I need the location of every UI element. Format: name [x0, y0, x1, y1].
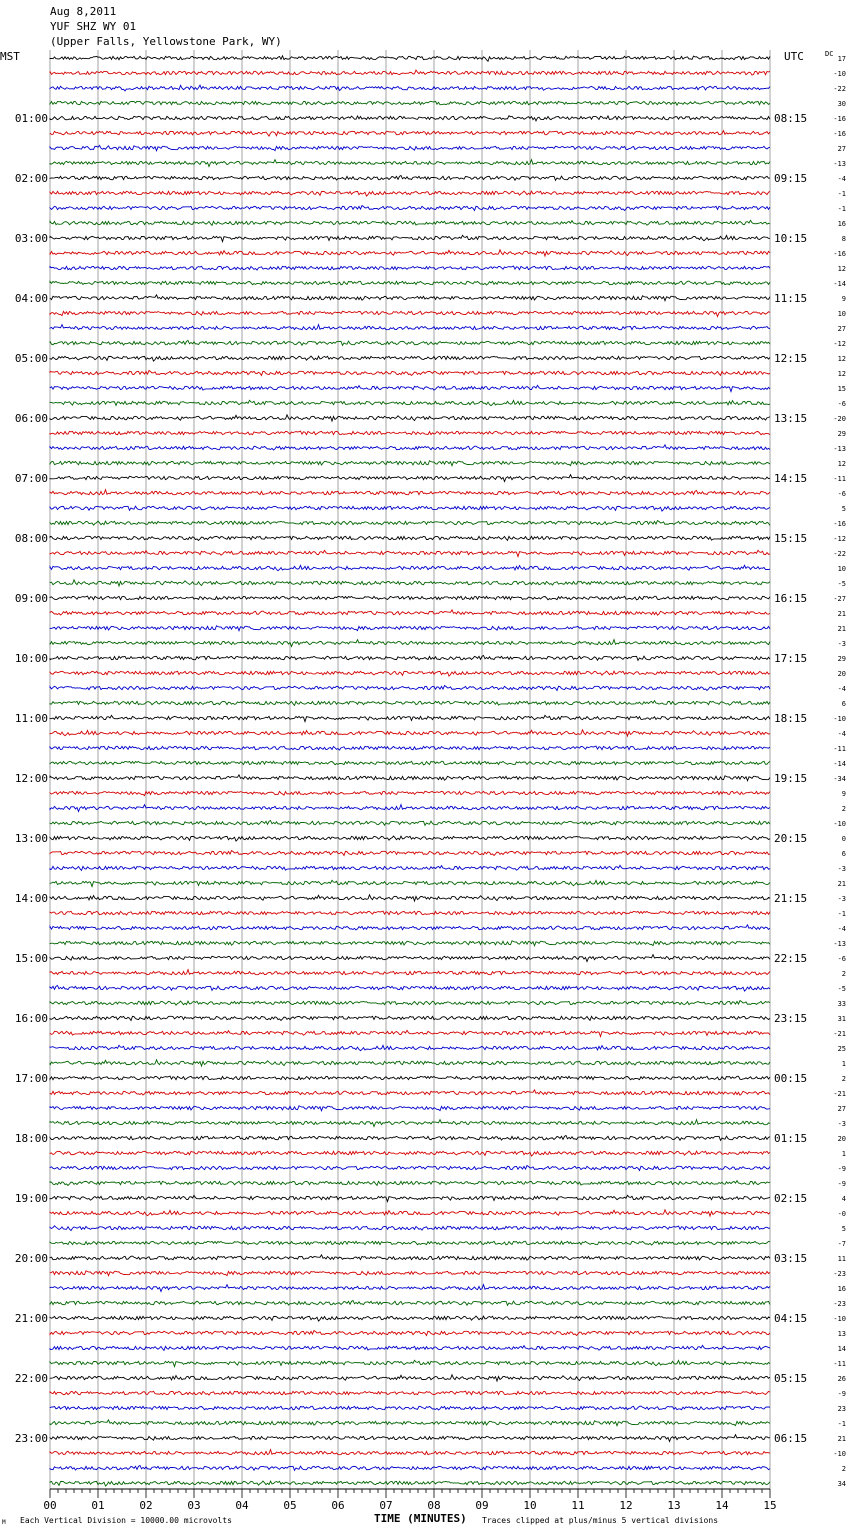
dc-offset-label: -14: [833, 760, 846, 768]
mst-hour-label: 11:00: [14, 712, 48, 725]
trace-row: [50, 610, 770, 615]
trace-row: [50, 985, 770, 991]
dc-offset-label: 21: [837, 610, 846, 618]
dc-offset-label: -16: [833, 520, 846, 528]
trace-row: [50, 415, 770, 421]
trace-row: [50, 371, 770, 376]
utc-hour-label: 10:15: [774, 232, 808, 245]
dc-offset-label: 27: [837, 1105, 846, 1113]
mst-hour-label: 22:00: [14, 1372, 48, 1385]
trace-row: [50, 1435, 770, 1442]
trace-row: [50, 1045, 770, 1050]
trace-row: [50, 116, 770, 121]
dc-offset-label: -10: [833, 1315, 846, 1323]
trace-row: [50, 1420, 770, 1426]
trace-row: [50, 266, 770, 270]
dc-offset-label: 14: [837, 1345, 846, 1353]
dc-offset-label: -22: [833, 550, 846, 558]
trace-row: [50, 1135, 770, 1140]
trace-row: [50, 925, 770, 930]
dc-offset-label: -23: [833, 1270, 846, 1278]
trace-row: [50, 836, 770, 841]
x-tick-label: 13: [667, 1499, 681, 1512]
utc-hour-label: 19:15: [774, 772, 808, 785]
trace-row: [50, 1481, 770, 1486]
x-tick-label: 04: [235, 1499, 249, 1512]
dc-offset-label: 34: [837, 1480, 846, 1488]
dc-offset-label: 6: [841, 850, 846, 858]
footer-mark: M: [2, 1519, 6, 1526]
trace-row: [50, 1241, 770, 1245]
station-location: (Upper Falls, Yellowstone Park, WY): [50, 35, 282, 48]
dc-offset-label: -21: [833, 1090, 846, 1098]
dc-offset-label: 5: [841, 505, 846, 513]
trace-row: [50, 1255, 770, 1260]
trace-row: [50, 851, 770, 856]
dc-offset-label: 11: [837, 1255, 846, 1263]
dc-offset-label: -4: [837, 925, 846, 933]
trace-row: [50, 250, 770, 256]
trace-row: [50, 131, 770, 136]
x-tick-label: 05: [283, 1499, 297, 1512]
mst-hour-label: 03:00: [14, 232, 48, 245]
utc-hour-label: 06:15: [774, 1432, 808, 1445]
dc-offset-label: -1: [837, 910, 846, 918]
utc-hour-label: 17:15: [774, 652, 808, 665]
dc-offset-label: -3: [837, 865, 846, 873]
trace-row: [50, 1450, 770, 1455]
utc-hour-label: 11:15: [774, 292, 808, 305]
dc-offset-label: -0: [837, 1210, 846, 1218]
x-tick-label: 01: [91, 1499, 105, 1512]
dc-offset-label: 4: [841, 1195, 846, 1203]
x-axis-title: TIME (MINUTES): [374, 1512, 467, 1525]
trace-row: [50, 761, 770, 765]
utc-hour-label: 18:15: [774, 712, 808, 725]
dc-offset-label: 1: [841, 1060, 846, 1068]
trace-row: [50, 1406, 770, 1410]
trace-row: [50, 1106, 770, 1111]
dc-offset-label: 9: [841, 790, 846, 798]
trace-row: [50, 941, 770, 946]
trace-row: [50, 311, 770, 316]
time-axis: [43, 1489, 776, 1512]
trace-row: [50, 970, 770, 975]
trace-row: [50, 191, 770, 196]
dc-offset-label: 10: [837, 310, 846, 318]
dc-offset-label: 25: [837, 1045, 846, 1053]
trace-row: [50, 746, 770, 750]
utc-hour-label: 01:15: [774, 1132, 808, 1145]
left-axis-title: MST: [0, 50, 20, 63]
trace-row: [50, 775, 770, 781]
trace-row: [50, 506, 770, 511]
x-tick-label: 14: [715, 1499, 729, 1512]
mst-hour-label: 09:00: [14, 592, 48, 605]
mst-hour-label: 02:00: [14, 172, 48, 185]
dc-offset-label: 20: [837, 670, 846, 678]
mst-hour-label: 08:00: [14, 532, 48, 545]
utc-hour-label: 13:15: [774, 412, 808, 425]
x-tick-label: 07: [379, 1499, 393, 1512]
trace-row: [50, 1001, 770, 1006]
x-tick-label: 06: [331, 1499, 345, 1512]
trace-row: [50, 805, 770, 812]
x-tick-label: 02: [139, 1499, 153, 1512]
dc-offset-label: -6: [837, 490, 846, 498]
dc-offset-label: -9: [837, 1165, 846, 1173]
dc-offset-label: -6: [837, 400, 846, 408]
dc-offset-label: 21: [837, 880, 846, 888]
dc-offset-label: -21: [833, 1030, 846, 1038]
trace-row: [50, 730, 770, 736]
seismic-traces: [50, 56, 770, 1486]
trace-row: [50, 206, 770, 211]
mst-hour-label: 13:00: [14, 832, 48, 845]
x-tick-label: 12: [619, 1499, 633, 1512]
trace-row: [50, 431, 770, 435]
trace-row: [50, 895, 770, 901]
dc-offset-label: 13: [837, 1330, 846, 1338]
station-code: YUF SHZ WY 01: [50, 20, 137, 33]
x-tick-label: 03: [187, 1499, 201, 1512]
x-tick-label: 09: [475, 1499, 489, 1512]
x-tick-label: 10: [523, 1499, 537, 1512]
trace-row: [50, 220, 770, 225]
utc-hour-label: 23:15: [774, 1012, 808, 1025]
dc-offset-label: -16: [833, 130, 846, 138]
trace-row: [50, 911, 770, 915]
dc-offset-label: -10: [833, 70, 846, 78]
dc-offset-label: 30: [837, 100, 846, 108]
dc-offset-label: -5: [837, 580, 846, 588]
dc-offset-label: 12: [837, 460, 846, 468]
dc-offset-label: 29: [837, 655, 846, 663]
trace-row: [50, 56, 770, 61]
dc-offset-label: -6: [837, 955, 846, 963]
trace-row: [50, 1285, 770, 1292]
dc-offset-label: -5: [837, 985, 846, 993]
mst-hour-label: 19:00: [14, 1192, 48, 1205]
trace-row: [50, 955, 770, 962]
trace-row: [50, 1181, 770, 1186]
dc-offset-label: 29: [837, 430, 846, 438]
mst-hour-label: 15:00: [14, 952, 48, 965]
trace-row: [50, 400, 770, 405]
dc-offset-label: -16: [833, 250, 846, 258]
utc-hour-label: 03:15: [774, 1252, 808, 1265]
trace-row: [50, 295, 770, 301]
dc-offset-label: 31: [837, 1015, 846, 1023]
dc-offset-label: 8: [841, 235, 846, 243]
trace-row: [50, 1166, 770, 1171]
x-tick-label: 08: [427, 1499, 441, 1512]
dc-offset-label: -4: [837, 175, 846, 183]
dc-offset-label: 12: [837, 355, 846, 363]
utc-hour-label: 08:15: [774, 112, 808, 125]
utc-hour-label: 21:15: [774, 892, 808, 905]
trace-row: [50, 580, 770, 586]
trace-row: [50, 490, 770, 495]
minute-gridlines: [50, 50, 770, 1489]
dc-offset-label: -13: [833, 160, 846, 168]
trace-row: [50, 1120, 770, 1127]
trace-row: [50, 1375, 770, 1381]
trace-row: [50, 671, 770, 676]
x-tick-label: 11: [571, 1499, 585, 1512]
dc-offset-label: 23: [837, 1405, 846, 1413]
right-axis-title: UTC: [784, 50, 804, 63]
dc-offset-label: -22: [833, 85, 846, 93]
utc-hour-label: 22:15: [774, 952, 808, 965]
trace-row: [50, 655, 770, 660]
dc-offset-label: 2: [841, 1465, 846, 1473]
trace-row: [50, 1016, 770, 1020]
trace-row: [50, 1195, 770, 1201]
trace-row: [50, 385, 770, 391]
dc-offset-label: 2: [841, 1075, 846, 1083]
dc-offset-label: 27: [837, 145, 846, 153]
dc-offset-label: -12: [833, 340, 846, 348]
dc-offset-label: -11: [833, 1360, 846, 1368]
dc-offset-label: 15: [837, 385, 846, 393]
x-tick-label: 15: [763, 1499, 777, 1512]
dc-offset-title: DC: [825, 50, 834, 58]
utc-hour-label: 15:15: [774, 532, 808, 545]
dc-offset-label: -3: [837, 640, 846, 648]
dc-offset-label: -10: [833, 715, 846, 723]
trace-row: [50, 1391, 770, 1395]
trace-row: [50, 340, 770, 345]
x-tick-label: 00: [43, 1499, 57, 1512]
dc-offset-label: 20: [837, 1135, 846, 1143]
utc-hour-label: 04:15: [774, 1312, 808, 1325]
utc-hour-label: 00:15: [774, 1072, 808, 1085]
dc-offset-label: 33: [837, 1000, 846, 1008]
dc-offset-label: -23: [833, 1300, 846, 1308]
dc-offset-label: 17: [837, 55, 846, 63]
trace-row: [50, 640, 770, 647]
trace-row: [50, 85, 770, 91]
dc-offset-label: -10: [833, 1450, 846, 1458]
dc-offset-label: -34: [833, 775, 846, 783]
dc-offset-label: -9: [837, 1390, 846, 1398]
trace-row: [50, 1345, 770, 1350]
dc-offset-label: -16: [833, 115, 846, 123]
dc-offset-label: -4: [837, 730, 846, 738]
mst-hour-label: 04:00: [14, 292, 48, 305]
dc-offset-label: 12: [837, 265, 846, 273]
dc-offset-label: 2: [841, 970, 846, 978]
trace-row: [50, 235, 770, 241]
dc-offset-label: -7: [837, 1240, 846, 1248]
trace-row: [50, 101, 770, 105]
dc-offset-label: 6: [841, 700, 846, 708]
trace-row: [50, 626, 770, 631]
trace-row: [50, 686, 770, 691]
utc-hour-label: 05:15: [774, 1372, 808, 1385]
trace-row: [50, 1271, 770, 1276]
trace-row: [50, 865, 770, 870]
trace-row: [50, 701, 770, 706]
trace-row: [50, 445, 770, 450]
mst-hour-label: 06:00: [14, 412, 48, 425]
trace-row: [50, 1226, 770, 1231]
dc-offset-label: -1: [837, 205, 846, 213]
trace-row: [50, 596, 770, 600]
mst-hour-label: 12:00: [14, 772, 48, 785]
trace-row: [50, 521, 770, 526]
dc-offset-label: 0: [841, 835, 846, 843]
trace-row: [50, 1300, 770, 1305]
dc-offset-label: -20: [833, 415, 846, 423]
dc-offset-label: -12: [833, 535, 846, 543]
trace-row: [50, 1465, 770, 1470]
dc-offset-label: 1: [841, 1150, 846, 1158]
dc-offset-label: -11: [833, 745, 846, 753]
dc-offset-label: -3: [837, 1120, 846, 1128]
dc-offset-label: -9: [837, 1180, 846, 1188]
trace-row: [50, 1151, 770, 1156]
dc-offset-label: -13: [833, 445, 846, 453]
dc-offset-label: 5: [841, 1225, 846, 1233]
dc-offset-label: -4: [837, 685, 846, 693]
trace-row: [50, 1030, 770, 1036]
dc-offset-label: 9: [841, 295, 846, 303]
dc-offset-label: -11: [833, 475, 846, 483]
dc-offset-label: 16: [837, 220, 846, 228]
dc-offset-label: 21: [837, 1435, 846, 1443]
trace-row: [50, 1331, 770, 1336]
dc-offset-label: 2: [841, 805, 846, 813]
trace-row: [50, 1210, 770, 1216]
trace-row: [50, 791, 770, 795]
dc-offset-label: 16: [837, 1285, 846, 1293]
trace-row: [50, 325, 770, 330]
trace-row: [50, 145, 770, 150]
trace-row: [50, 880, 770, 886]
mst-hour-label: 21:00: [14, 1312, 48, 1325]
mst-hour-label: 17:00: [14, 1072, 48, 1085]
dc-offset-label: -1: [837, 1420, 846, 1428]
trace-row: [50, 356, 770, 361]
trace-row: [50, 160, 770, 167]
utc-hour-label: 02:15: [774, 1192, 808, 1205]
trace-row: [50, 820, 770, 825]
dc-offset-label: 21: [837, 625, 846, 633]
utc-hour-label: 16:15: [774, 592, 808, 605]
dc-offset-label: 10: [837, 565, 846, 573]
mst-hour-label: 05:00: [14, 352, 48, 365]
dc-offset-label: -10: [833, 820, 846, 828]
clip-note: Traces clipped at plus/minus 5 vertical divisions: [482, 1516, 719, 1525]
trace-row: [50, 536, 770, 540]
trace-row: [50, 175, 770, 180]
mst-hour-label: 16:00: [14, 1012, 48, 1025]
mst-hour-label: 01:00: [14, 112, 48, 125]
utc-hour-label: 14:15: [774, 472, 808, 485]
dc-offset-label: -1: [837, 190, 846, 198]
dc-offset-label: -14: [833, 280, 846, 288]
record-date: Aug 8,2011: [50, 5, 117, 18]
mst-hour-label: 20:00: [14, 1252, 48, 1265]
trace-row: [50, 1360, 770, 1366]
utc-hour-label: 12:15: [774, 352, 808, 365]
dc-offset-label: 26: [837, 1375, 846, 1383]
mst-hour-label: 18:00: [14, 1132, 48, 1145]
trace-row: [50, 715, 770, 721]
trace-row: [50, 565, 770, 570]
trace-row: [50, 550, 770, 556]
trace-row: [50, 1060, 770, 1066]
dc-offset-label: 27: [837, 325, 846, 333]
trace-row: [50, 475, 770, 482]
trace-row: [50, 1090, 770, 1095]
trace-row: [50, 1076, 770, 1080]
trace-row: [50, 461, 770, 466]
utc-hour-label: 20:15: [774, 832, 808, 845]
utc-hour-label: 09:15: [774, 172, 808, 185]
trace-row: [50, 281, 770, 285]
scale-note: Each Vertical Division = 10000.00 microvolts: [20, 1516, 232, 1525]
trace-row: [50, 1316, 770, 1321]
dc-offset-label: -27: [833, 595, 846, 603]
mst-hour-label: 10:00: [14, 652, 48, 665]
dc-offset-label: -3: [837, 895, 846, 903]
trace-row: [50, 70, 770, 75]
dc-offset-label: -13: [833, 940, 846, 948]
dc-offset-label: 12: [837, 370, 846, 378]
mst-hour-label: 07:00: [14, 472, 48, 485]
mst-hour-label: 23:00: [14, 1432, 48, 1445]
mst-hour-label: 14:00: [14, 892, 48, 905]
